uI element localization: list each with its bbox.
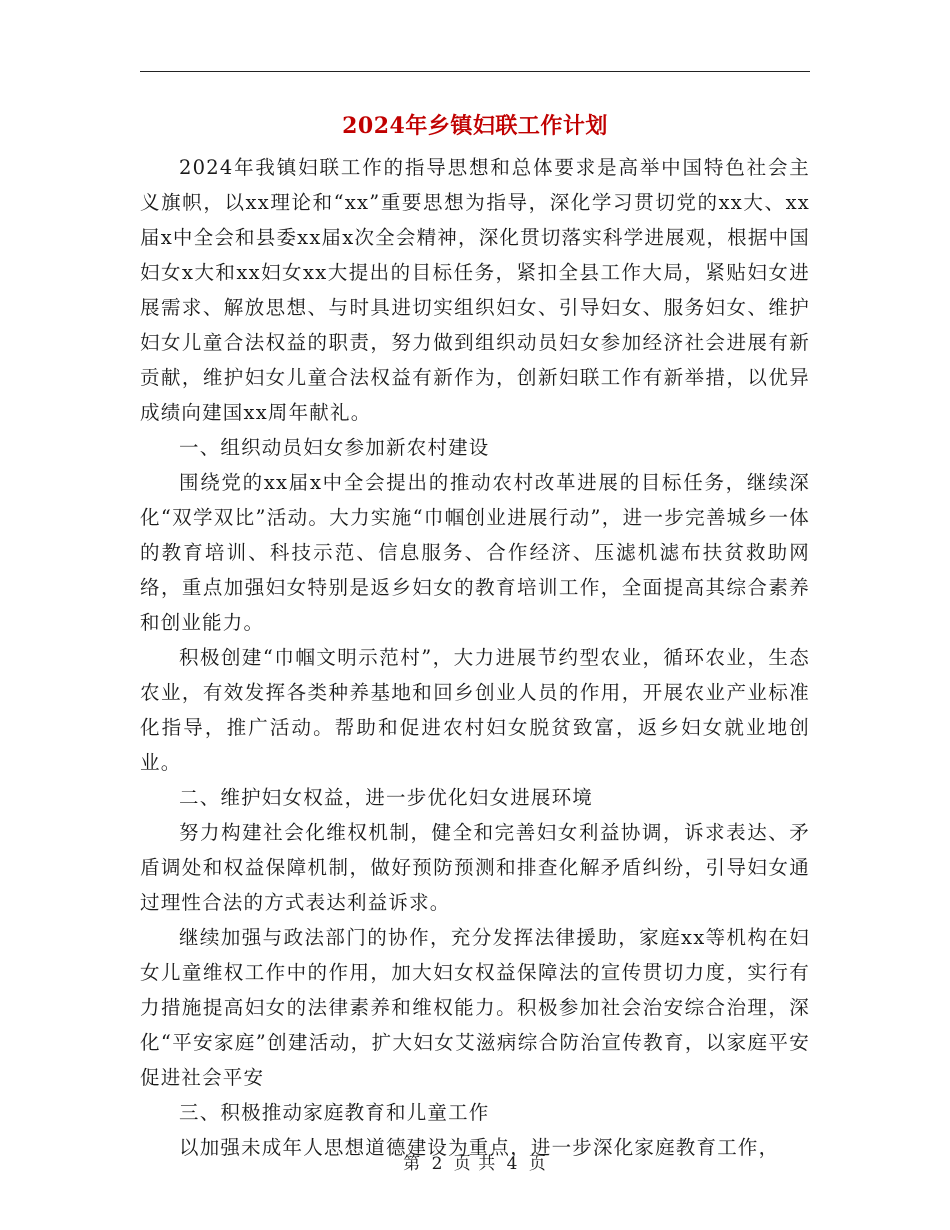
section-heading-3: 三、积极推动家庭教育和儿童工作 (179, 1101, 490, 1124)
footer-prefix: 第 (403, 1154, 422, 1174)
paragraph-section2-a: 努力构建社会化维权机制，健全和完善妇女利益协调，诉求表达、矛盾调处和权益保障机制，做好预防预测和排查化解矛盾纠纷，引导妇女通过理性合法的方式表达利益诉求。 (140, 821, 810, 914)
header-divider (140, 71, 810, 72)
document-title: 2024年乡镇妇联工作计划 (342, 113, 608, 139)
page-footer (0, 1150, 950, 1178)
footer-middle: 页 共 (453, 1154, 497, 1174)
current-page-number: 2 (431, 1154, 444, 1174)
paragraph-section1-a: 围绕党的xx届x中全会提出的推动农村改革进展的目标任务，继续深化“双学双比”活动。大力实施“巾帼创业进展行动”，进一步完善城乡一体的教育培训、科技示范、信息服务、合作经济、压滤机滤布扶贫救助网络，重点加强妇女特别是返乡妇女的教育培训工作，全面提高其综合素养和创业能力。 (140, 471, 810, 634)
paragraph-section2-b: 继续加强与政法部门的协作，充分发挥法律援助，家庭xx等机构在妇女儿童维权工作中的作用，加大妇女权益保障法的宣传贯切力度，实行有力措施提高妇女的法律素养和维权能力。积极参加社会治安综合治理，深化“平安家庭”创建活动，扩大妇女艾滋病综合防治宣传教育，以家庭平安促进社会平安 (140, 926, 810, 1089)
section-heading-2: 二、维护妇女权益，进一步优化妇女进展环境 (179, 786, 594, 809)
section-heading-1: 一、组织动员妇女参加新农村建设 (179, 436, 490, 459)
paragraph-intro: 2024年我镇妇联工作的指导思想和总体要求是高举中国特色社会主义旗帜，以xx理论和“xx”重要思想为指导，深化学习贯切党的xx大、xx届x中全会和县委xx届x次全会精神，深化贯切落实科学进展观，根据中国妇女x大和xx妇女xx大提出的目标任务，紧扣全县工作大局，紧贴妇女进展需求、解放思想、与时具进切实组织妇女、引导妇女、服务妇女、维护妇女儿童合法权益的职责，努力做到组织动员妇女参加经济社会进展有新贡献，维护妇女儿童合法权益有新作为，创新妇联工作有新举措，以优异成绩向建国xx周年献礼。 (140, 156, 810, 424)
document-body (140, 150, 810, 1165)
paragraph-section3-a: 以加强未成年人思想道德建设为重点，进一步深化家庭教育工作， (179, 1136, 780, 1159)
footer-suffix: 页 (528, 1154, 547, 1174)
paragraph-section1-b: 积极创建“巾帼文明示范村”，大力进展节约型农业，循环农业，生态农业，有效发挥各类种养基地和回乡创业人员的作用，开展农业产业标准化指导，推广活动。帮助和促进农村妇女脱贫致富，返乡妇女就业地创业。 (140, 646, 810, 774)
total-pages-number: 4 (506, 1154, 519, 1174)
